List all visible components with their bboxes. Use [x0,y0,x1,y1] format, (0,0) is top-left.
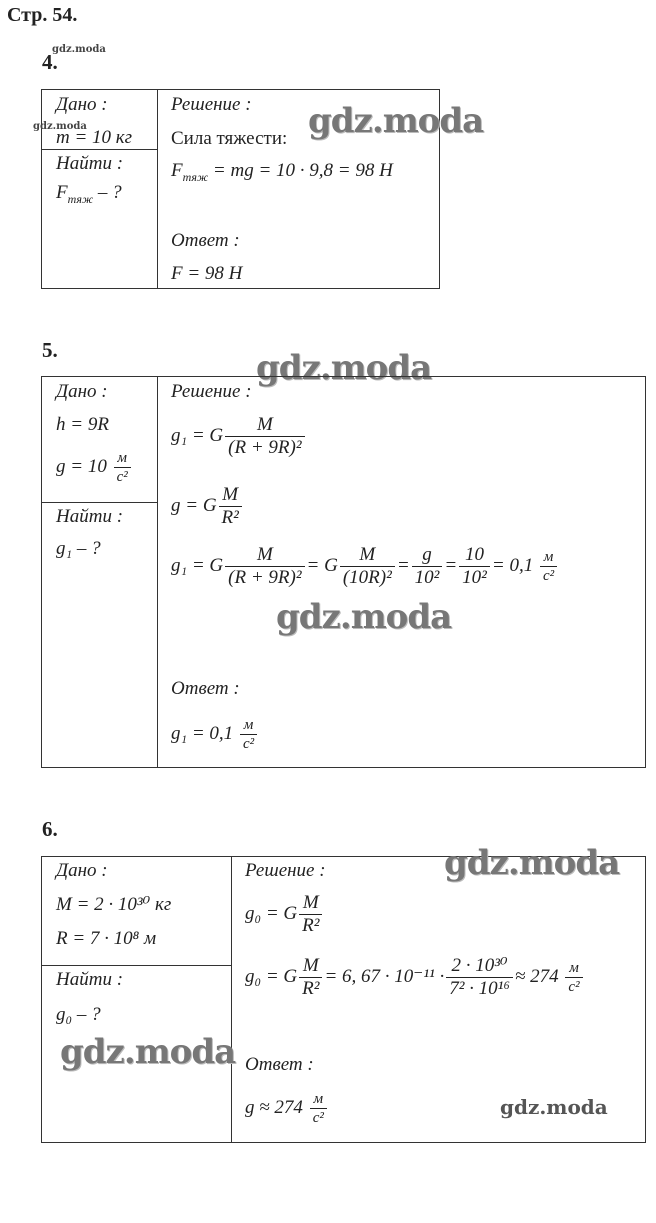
given-radius: R = 7 · 10⁸ м [56,928,157,949]
equation-2 [245,955,585,1000]
eq-den: 10² [414,567,440,588]
unit-num: м [240,716,257,735]
table-divider [41,149,158,150]
solution-label: Решение : [171,381,252,402]
eq-den: R² [302,978,320,999]
eq-result: = 0,1 [491,554,534,576]
unit-den: с² [116,469,128,485]
solution-label: Решение : [171,94,252,115]
solution-label: Решение : [245,860,326,881]
eq-mid: = G [306,554,338,576]
table-divider [157,89,158,289]
eq-fraction [225,414,304,459]
unit-num: м [565,959,582,978]
given-g [56,449,133,486]
eq-fraction [299,892,322,937]
eq-den: (R + 9R)² [228,567,302,588]
watermark: gdz.moda [256,348,432,388]
find-label: Найти : [56,969,124,990]
given-g-value: g = 10 [56,455,107,477]
given-label: Дано : [56,860,108,881]
unit-fraction [565,959,582,996]
problem-6-number: 6. [42,817,58,841]
eq-lhs: g₁ = G [171,424,224,446]
answer-value [245,1090,329,1127]
solution-text: Сила тяжести: [171,128,288,149]
eq-fraction [340,544,395,589]
given-mass: m = 10 кг [56,127,133,148]
unit-den: с² [542,568,555,584]
eq-lhs: g = G [171,494,217,516]
eq-lhs: g₀ = G [245,965,298,987]
watermark: gdz.moda [276,597,452,637]
watermark-small: gdz.moda [52,44,106,55]
eq-num: 10 [459,544,490,567]
eq-num: g [412,544,443,567]
eq-fraction [219,484,242,529]
answer-text: g ≈ 274 [245,1096,303,1118]
unit-den: с² [242,736,255,752]
eq-num: M [219,484,242,507]
equation-1 [171,414,307,459]
find-item: g₁ – ? [56,538,101,559]
eq-den: R² [221,507,239,528]
find-label: Найти : [56,506,124,527]
equation-1 [245,892,324,937]
eq-num: M [299,892,322,915]
watermark: gdz.moda [500,1095,608,1119]
eq-fraction [412,544,443,589]
gravity-formula: $F_{тяж}$ = mg = 10 · 9,8 = 98 Н [171,160,393,184]
eq-lhs: g₀ = G [245,902,298,924]
watermark: gdz.moda [444,843,620,883]
table-divider [231,856,232,1143]
equation-2 [171,484,244,529]
unit-fraction [114,449,131,486]
problem-5-number: 5. [42,338,58,362]
unit-num: м [114,449,131,468]
eq-result: ≈ 274 [514,965,559,987]
eq-fraction [446,955,513,1000]
eq-den: 10² [462,567,487,588]
eq-num: M [225,544,304,567]
unit-fraction [540,548,557,585]
eq-fraction [225,544,304,589]
find-subscript: тяж [67,191,94,206]
table-divider [41,965,232,966]
eq-den: 7² · 10¹⁶ [449,978,510,999]
table-divider [157,376,158,768]
watermark: gdz.moda [60,1032,236,1072]
answer-value: F = 98 Н [171,263,243,284]
unit-fraction [240,716,257,753]
eq-fraction [459,544,490,589]
given-label: Дано : [56,94,108,115]
answer-label: Ответ : [245,1054,314,1075]
unit-fraction [310,1090,327,1127]
page-title: Стр. 54. [7,4,78,26]
eq-den: (R + 9R)² [228,437,302,458]
unit-num: м [540,548,557,567]
find-symbol: F [56,182,68,203]
eq-den: (10R)² [342,567,392,588]
table-divider [41,502,158,503]
eq-num: M [340,544,395,567]
answer-label: Ответ : [171,678,240,699]
given-label: Дано : [56,381,108,402]
watermark: gdz.moda [308,101,484,141]
find-item: g₀ – ? [56,1004,101,1025]
watermark-small: gdz.moda [33,121,87,132]
eq-fraction [299,955,322,1000]
eq-mid: = 6, 67 · 10⁻¹¹ · [324,965,445,987]
formula-rest: = mg = 10 · 9,8 = 98 Н [208,160,393,181]
eq-num: M [225,414,304,437]
equation-3: g₁ = G $\frac{M}{\text{(R + 9R)²}}$ = G $\frac{M}{\text{(10R)²}}$ = $\frac{g}{\text{10²}}$ = $\frac{10}{\text{10²}}$ = 0,1 $\frac{м}{\text{с²}}$ [171,544,559,589]
unit-den: с² [312,1110,324,1126]
find-item [56,182,122,207]
problem-4-number: 4. [42,50,58,74]
given-height: h = 9R [56,414,109,435]
answer-value [171,716,259,753]
answer-text: g₁ = 0,1 [171,722,234,744]
find-question: – ? [93,182,122,203]
answer-label: Ответ : [171,230,240,251]
eq-num: M [299,955,322,978]
eq-lhs: g₁ = G [171,554,224,576]
formula-subscript: тяж [182,169,209,184]
given-mass: M = 2 · 10³⁰ кг [56,894,172,915]
unit-num: м [310,1090,327,1109]
find-label: Найти : [56,153,124,174]
eq-num: 2 · 10³⁰ [446,955,513,978]
unit-den: с² [568,979,580,995]
eq-den: R² [302,915,320,936]
